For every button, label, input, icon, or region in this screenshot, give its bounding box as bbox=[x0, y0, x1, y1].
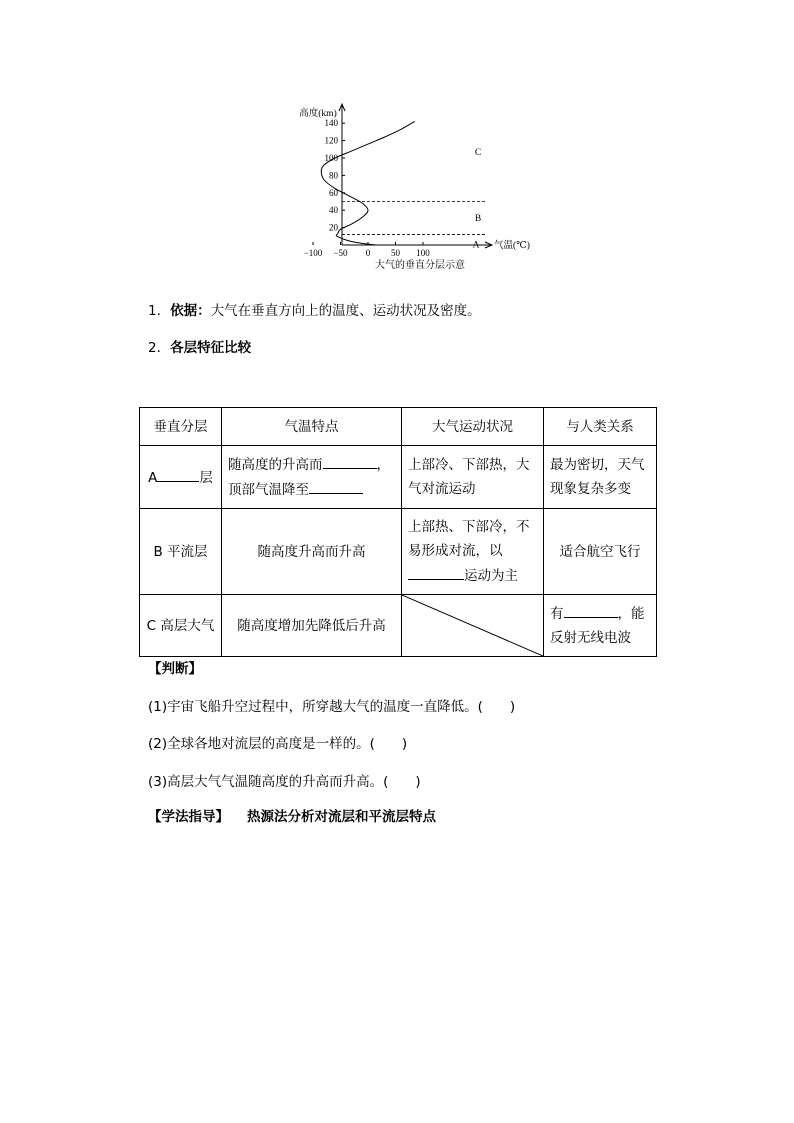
row-b-motion-blank bbox=[408, 563, 464, 580]
row-c-motion-empty bbox=[402, 595, 544, 657]
row-a-temp-blank-1 bbox=[323, 452, 377, 469]
header-human: 与人类关系 bbox=[544, 408, 657, 446]
section-1-text: 大气在垂直方向上的温度、运动状况及密度。 bbox=[210, 303, 481, 319]
header-layer: 垂直分层 bbox=[140, 408, 222, 446]
section-2-number: 2． bbox=[148, 340, 171, 356]
judge-item-1: (1)宇宙飞船升空过程中，所穿越大气的温度一直降低。( ) bbox=[148, 699, 516, 715]
row-a-temperature bbox=[222, 446, 402, 509]
y-tick-label: 60 bbox=[329, 187, 338, 198]
y-tick-label: 40 bbox=[329, 205, 338, 216]
method-line bbox=[148, 808, 436, 826]
row-a-temp-line2: 顶部气温降至 bbox=[228, 482, 309, 498]
row-c-temperature: 随高度增加先降低后升高 bbox=[222, 595, 402, 657]
layer-label-a: A bbox=[472, 240, 480, 251]
layer-label-b: B bbox=[474, 214, 482, 225]
header-motion: 大气运动状况 bbox=[402, 408, 544, 446]
row-a-human: 最为密切，天气现象复杂多变 bbox=[544, 446, 657, 509]
row-c-human-suffix: ，能 bbox=[617, 606, 645, 622]
row-a-motion: 上部冷、下部热，大气对流运动 bbox=[402, 446, 544, 509]
layer-comparison-table bbox=[139, 407, 657, 657]
x-tick-label: 50 bbox=[391, 248, 400, 258]
x-tick-label: 100 bbox=[416, 248, 430, 258]
x-tick-label: −50 bbox=[333, 248, 348, 258]
y-axis-label: 高度(km) bbox=[299, 109, 337, 119]
row-a-temp-blank-2 bbox=[309, 477, 363, 494]
row-b-motion bbox=[402, 509, 544, 595]
row-a-suffix: 层 bbox=[199, 469, 213, 486]
section-1 bbox=[148, 302, 481, 320]
judge-item-2: (2)全球各地对流层的高度是一样的。( ) bbox=[148, 736, 408, 752]
chart-svg bbox=[280, 98, 550, 278]
row-c-human-blank bbox=[564, 601, 618, 618]
x-axis-label: 气温(℃) bbox=[494, 241, 530, 251]
section-2 bbox=[148, 339, 251, 357]
row-a-temp-line1-end: ， bbox=[376, 457, 390, 473]
section-2-text: 各层特征比较 bbox=[170, 340, 252, 356]
row-b-motion-line2: 运动为主 bbox=[464, 568, 518, 584]
table-row-b bbox=[140, 509, 657, 595]
row-a-layer bbox=[140, 446, 222, 509]
row-c-human-prefix: 有 bbox=[550, 606, 564, 622]
table-row-a bbox=[140, 446, 657, 509]
y-tick-label: 20 bbox=[329, 222, 338, 233]
y-tick-label: 80 bbox=[329, 170, 338, 181]
chart-title: 大气的垂直分层示意 bbox=[375, 260, 465, 271]
header-temperature: 气温特点 bbox=[222, 408, 402, 446]
y-tick-label: 120 bbox=[324, 135, 338, 146]
diagonal-line bbox=[402, 595, 543, 656]
row-b-layer: B 平流层 bbox=[140, 509, 222, 595]
row-c-human-line2: 反射无线电波 bbox=[550, 630, 631, 646]
row-b-motion-line1: 上部热、下部冷，不易形成对流，以 bbox=[408, 519, 530, 559]
row-c-human bbox=[544, 595, 657, 657]
method-text: 热源法分析对流层和平流层特点 bbox=[247, 809, 436, 825]
judge-title: 【判断】 bbox=[148, 661, 202, 677]
row-b-human: 适合航空飞行 bbox=[544, 509, 657, 595]
x-tick-label: −100 bbox=[303, 248, 323, 258]
y-tick-label: 140 bbox=[324, 118, 338, 129]
section-1-lead: 依据： bbox=[170, 303, 211, 319]
x-tick-label: 0 bbox=[365, 248, 371, 258]
row-a-layer-blank bbox=[157, 465, 199, 482]
section-1-number: 1． bbox=[148, 303, 171, 319]
row-b-temperature: 随高度升高而升高 bbox=[222, 509, 402, 595]
method-title: 【学法指导】 bbox=[148, 809, 229, 825]
table-row-c bbox=[140, 595, 657, 657]
judge-item-3: (3)高层大气气温随高度的升高而升高。( ) bbox=[148, 774, 421, 790]
y-tick-label: 100 bbox=[324, 153, 338, 163]
atmosphere-layer-chart bbox=[280, 98, 550, 278]
row-a-temp-line1: 随高度的升高而 bbox=[228, 457, 323, 473]
table-header-row bbox=[140, 408, 657, 446]
row-c-layer: C 高层大气 bbox=[140, 595, 222, 657]
layer-label-c: C bbox=[474, 147, 482, 158]
row-a-prefix: A bbox=[148, 469, 158, 486]
